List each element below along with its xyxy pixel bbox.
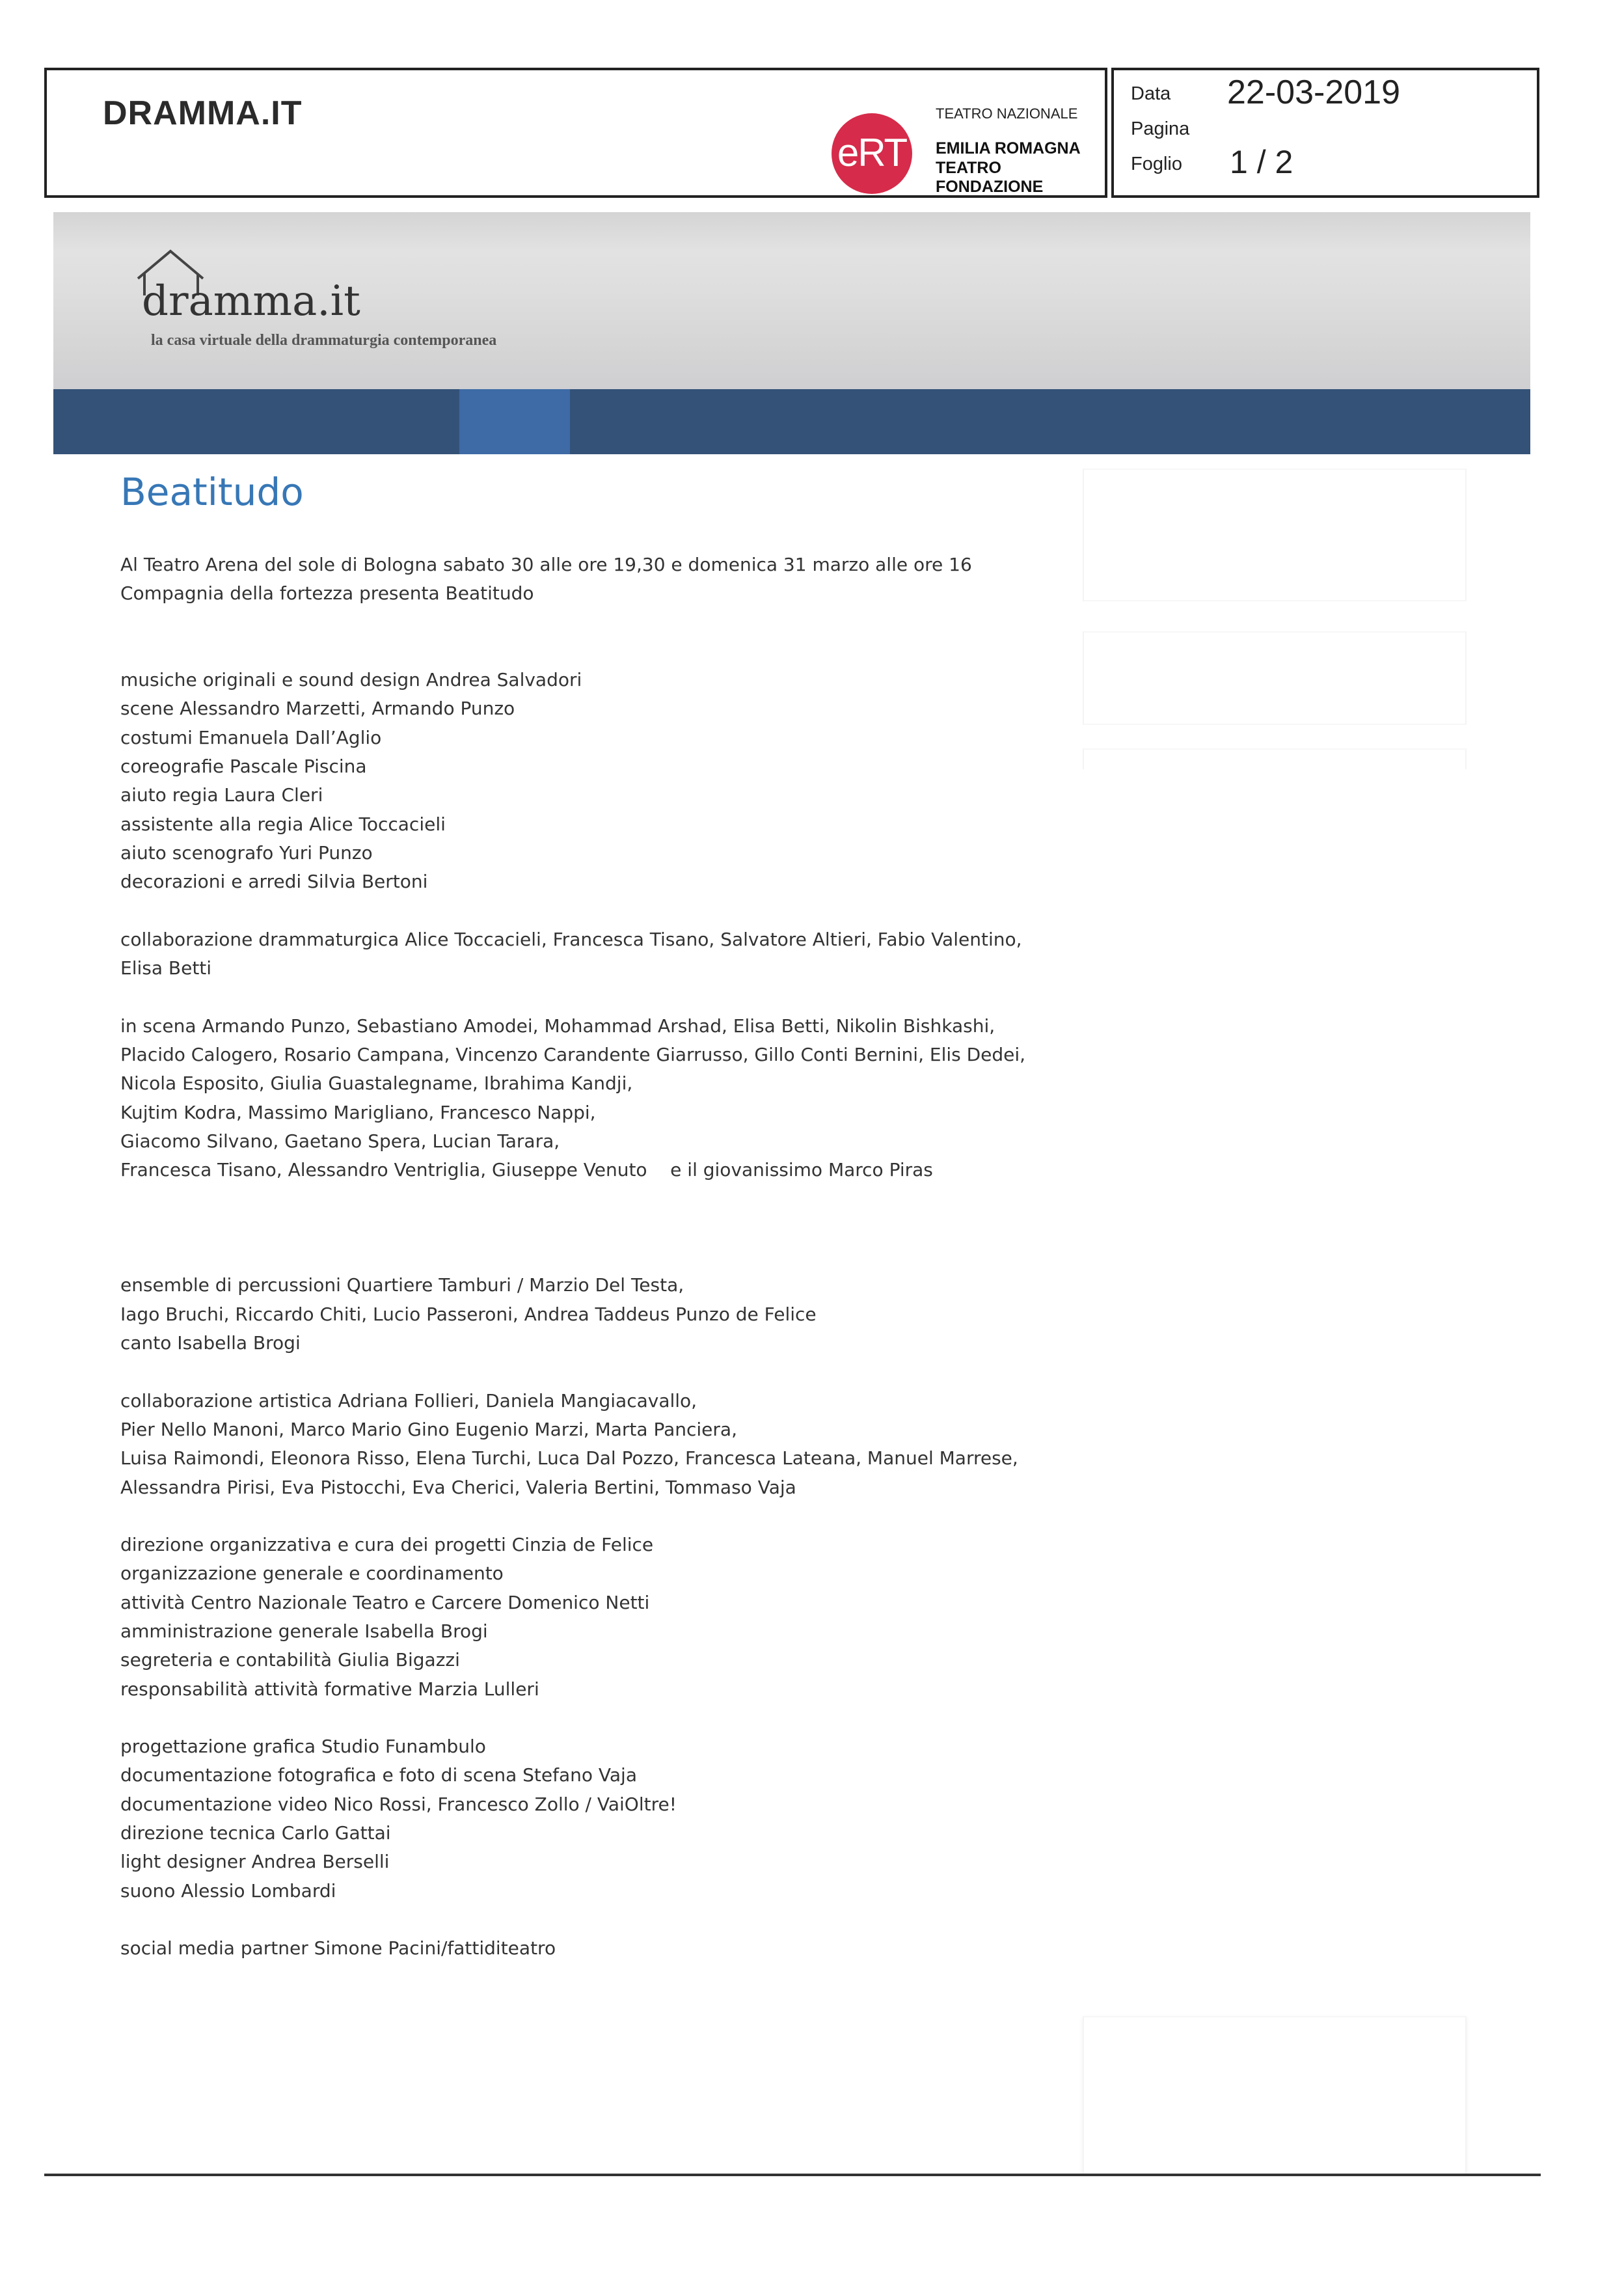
article-line: amministrazione generale Isabella Brogi: [120, 1620, 488, 1642]
article-line: Elisa Betti: [120, 957, 212, 979]
footer-rule: [44, 2174, 1541, 2176]
foglio-value: 1 / 2: [1230, 144, 1293, 180]
article-line: Nicola Esposito, Giulia Guastalegname, Ibrahima Kandji,: [120, 1072, 633, 1095]
article-line: direzione tecnica Carlo Gattai: [120, 1822, 391, 1844]
article-line: costumi Emanuela Dall’Aglio: [120, 726, 382, 748]
ert-logo-icon: [832, 113, 912, 194]
article-line: Placido Calogero, Rosario Campana, Vincenzo Carandente Giarrusso, Gillo Conti Bernini, Elis Dedei,: [120, 1044, 1026, 1066]
site-navbar: [53, 389, 1530, 454]
article-line: organizzazione generale e coordinamento: [120, 1563, 504, 1585]
article-line: aiuto scenografo Yuri Punzo: [120, 841, 373, 864]
article-line: Alessandra Pirisi, Eva Pistocchi, Eva Cherici, Valeria Bertini, Tommaso Vaja: [120, 1476, 796, 1498]
article-line: collaborazione artistica Adriana Follieri, Daniela Mangiacavallo,: [120, 1389, 697, 1412]
article-line: assistente alla regia Alice Toccacieli: [120, 813, 446, 835]
source-name: DRAMMA.IT: [103, 94, 303, 132]
article-line: [120, 1502, 1077, 1531]
sidebar-ad-frame: [1083, 469, 1467, 601]
sidebar-ad-frame: [1083, 748, 1467, 769]
article-line: Luisa Raimondi, Eleonora Risso, Elena Turchi, Luca Dal Pozzo, Francesca Lateana, Manuel Marrese,: [120, 1447, 1018, 1469]
article-line: decorazioni e arredi Silvia Bertoni: [120, 871, 428, 893]
article-line: [120, 1905, 1077, 1934]
article-line: Al Teatro Arena del sole di Bologna sabato 30 alle ore 19,30 e domenica 31 marzo alle ore 16: [120, 554, 972, 575]
header-meta-box: [1111, 68, 1539, 198]
site-banner: [53, 212, 1530, 389]
data-value: 22-03-2019: [1227, 74, 1400, 111]
article-line: Kujtim Kodra, Massimo Marigliano, Francesco Nappi,: [120, 1101, 596, 1123]
article-line: musiche originali e sound design Andrea Salvadori: [120, 669, 582, 691]
site-tagline: la casa virtuale della drammaturgia contemporanea: [151, 332, 497, 349]
article-line: segreteria e contabilità Giulia Bigazzi: [120, 1649, 460, 1671]
header-source-box: [44, 68, 1107, 198]
article-line: [120, 1242, 1077, 1271]
article-line: suono Alessio Lombardi: [120, 1879, 336, 1902]
article-line: attività Centro Nazionale Teatro e Carcere Domenico Netti: [120, 1591, 650, 1613]
article-line: responsabilità attività formative Marzia Lulleri: [120, 1678, 539, 1700]
article-line: documentazione video Nico Rossi, Francesco Zollo / VaiOltre!: [120, 1793, 677, 1815]
publisher-line1: TEATRO NAZIONALE: [936, 105, 1078, 122]
article-line: [120, 1214, 1077, 1242]
article-line: collaborazione drammaturgica Alice Toccacieli, Francesca Tisano, Salvatore Altieri, Fabio Valentino,: [120, 928, 1022, 950]
foglio-label: Foglio: [1131, 154, 1182, 174]
article-line: ensemble di percussioni Quartiere Tamburi / Marzio Del Testa,: [120, 1274, 684, 1296]
nav-active-tab[interactable]: [459, 389, 570, 454]
article-line: Iago Bruchi, Riccardo Chiti, Lucio Passeroni, Andrea Taddeus Punzo de Felice: [120, 1303, 817, 1325]
article-line: canto Isabella Brogi: [120, 1332, 301, 1354]
article-line: Compagnia della fortezza presenta Beatitudo: [120, 582, 534, 605]
pagina-label: Pagina: [1131, 118, 1190, 139]
article-line: Pier Nello Manoni, Marco Mario Gino Eugenio Marzi, Marta Panciera,: [120, 1418, 737, 1440]
article-line: documentazione fotografica e foto di scena Stefano Vaja: [120, 1764, 637, 1786]
article-line: aiuto regia Laura Cleri: [120, 784, 323, 806]
ert-logo-mark: eRT: [837, 131, 907, 174]
publisher-line2: EMILIA ROMAGNA: [936, 139, 1081, 157]
article-line: progettazione grafica Studio Funambulo: [120, 1736, 486, 1758]
article-line: Francesca Tisano, Alessandro Ventriglia, Giuseppe Venuto e il giovanissimo Marco Piras: [120, 1159, 933, 1181]
article-line: light designer Andrea Berselli: [120, 1851, 390, 1873]
article-line: coreografie Pascale Piscina: [120, 756, 367, 778]
article-line: Giacomo Silvano, Gaetano Spera, Lucian Tarara,: [120, 1130, 560, 1152]
article-line: in scena Armando Punzo, Sebastiano Amodei, Mohammad Arshad, Elisa Betti, Nikolin Bishkashi,: [120, 1015, 995, 1037]
article-line: [120, 1704, 1077, 1732]
publisher-line3: TEATRO FONDAZIONE: [936, 159, 1044, 196]
article-line: [120, 608, 1077, 637]
sidebar-ad-frame: [1083, 631, 1467, 725]
site-logo[interactable]: dramma.it: [142, 277, 360, 325]
article-line: social media partner Simone Pacini/fattiditeatro: [120, 1937, 556, 1959]
article-title: Beatitudo: [120, 470, 304, 514]
article-line: [120, 1358, 1077, 1386]
data-label: Data: [1131, 83, 1171, 104]
article-line: [120, 1185, 1077, 1214]
article-line: [120, 637, 1077, 666]
article-body: [120, 551, 1077, 1963]
article-line: [120, 897, 1077, 925]
article-line: direzione organizzativa e cura dei progetti Cinzia de Felice: [120, 1534, 654, 1556]
sidebar-ad-frame: [1083, 2016, 1467, 2174]
article-line: scene Alessandro Marzetti, Armando Punzo: [120, 698, 515, 720]
article-line: [120, 983, 1077, 1011]
